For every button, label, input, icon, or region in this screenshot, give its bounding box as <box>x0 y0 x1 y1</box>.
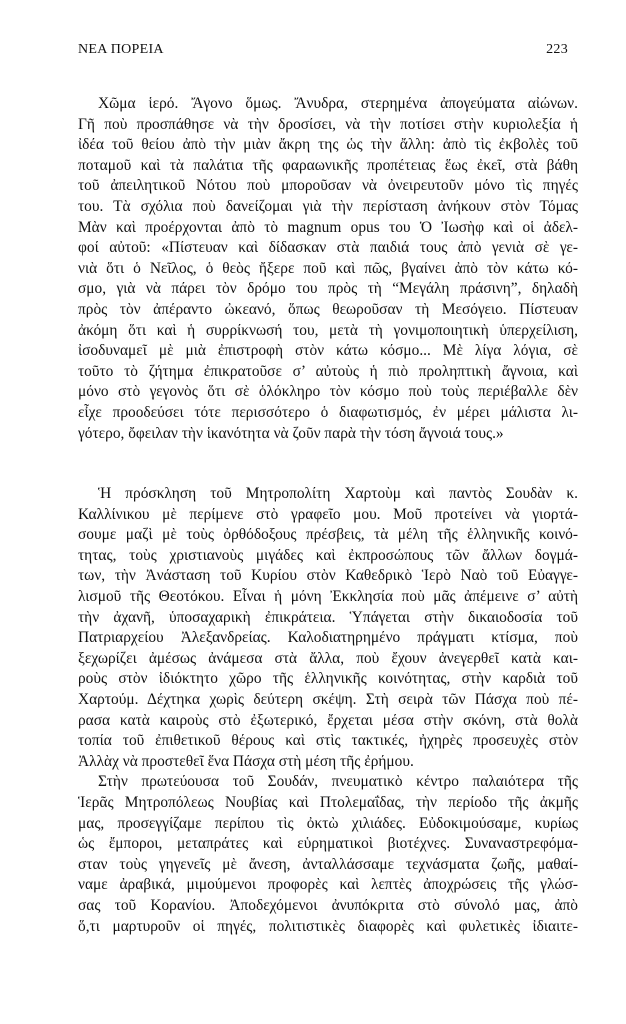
text-line: τοῦτο τὸ ζήτημα ἐπικρατοῦσε σ’ αὐτοὺς ἡ πιὸ προληπτικὴ ἄγνοια, καὶ <box>78 362 578 380</box>
text-line: τοῦ ἀπειλητικοῦ Νότου ποὺ μποροῦσαν νὰ ὀνειρευτοῦν μόνο τὶς πηγές <box>78 177 578 195</box>
section-gap <box>78 444 578 484</box>
paragraph-1 <box>78 94 578 444</box>
text-line: τητας, τοὺς χριστιανοὺς μιγάδες καὶ ἐκπροσώπους τῶν ἄλλων δογμά- <box>78 546 578 564</box>
text-line: ροὺς στὸν ἰδιόκτητο χῶρο τῆς ἑλληνικῆς κοινότητας, στὴν καρδιὰ τοῦ <box>78 670 578 688</box>
text-line: φοί αὐτοῦ: «Πίστευαν καὶ δίδασκαν στὰ παιδιά τους ἀπὸ γενιὰ σὲ γε- <box>78 239 578 257</box>
paragraph-2 <box>78 484 578 772</box>
text-line: λισμοῦ τῆς Θεοτόκου. Εἶναι ἡ μόνη Ἐκκλησία ποὺ μᾶς ἀπέμεινε σ’ αὐτὴ <box>78 588 578 606</box>
text-line: σμο, γιὰ νὰ πάρει τὸν δρόμο του πρὸς τὴ “Μεγάλη πράσινη”, δηλαδὴ <box>78 280 578 298</box>
text-line: ναμε ἀραβικά, μιμούμενοι προφορὲς καὶ λεπτὲς ἀποχρώσεις τῆς γλώσ- <box>78 876 578 894</box>
text-line: Χαρτούμ. Δέχτηκα χωρὶς δεύτερη σκέψη. Στὴ σειρὰ τῶν Πάσχα ποὺ πέ- <box>78 691 578 709</box>
running-header <box>78 42 568 64</box>
text-line: Ἱερᾶς Μητροπόλεως Νουβίας καὶ Πτολεμαΐδας, τὴν περίοδο τῆς ἀκμῆς <box>78 794 578 811</box>
text-line: τοπία τοῦ ἐπιθετικοῦ θέρους καὶ στὶς τακτικές, ἠχηρὲς προσευχὲς στὸν <box>78 732 578 750</box>
text-line: ποταμοῦ καὶ τὰ παλάτια τῆς φαραωνικῆς προπέτειας ἕως ἐκεῖ, στὰ βάθη <box>78 156 578 174</box>
text-line: σουμε μαζὶ μὲ τοὺς ὀρθόδοξους πρέσβεις, τὰ μέλη τῆς ἑλληνικῆς κοινό- <box>78 526 578 544</box>
paragraph-3 <box>78 772 578 937</box>
text-line: Καλλίνικου μὲ περίμενε στὸ γραφεῖο μου. Μοῦ προτείνει νὰ γιορτά- <box>78 505 578 523</box>
text-line: πρὸς τὸν ἀπέραντο ὠκεανό, ὅπως θεωροῦσαν τὴ Μεσόγειο. Πίστευαν <box>78 300 578 318</box>
text-line: μας, προσεγγίζαμε περίπου τὶς ὀκτὼ χιλιάδες. Εὐδοκιμούσαμε, κυρίως <box>78 814 578 832</box>
text-line: ἀκόμη ὅτι καὶ ἡ συρρίκνωσή του, μετὰ τὴ γονιμοποιητικὴ ὑπερχείλιση, <box>78 321 578 339</box>
body-text <box>78 94 578 937</box>
text-line: Μὰν καὶ προέρχονται ἀπὸ τὸ magnum opus του Ὁ Ἰωσὴφ καὶ οἱ ἀδελ- <box>78 218 578 236</box>
text-line: εἶχε προοδεύσει τότε περισσότερο ὁ διαφωτισμός, ἐν μέρει μάλιστα λι- <box>78 403 578 421</box>
page-number: 223 <box>546 42 568 57</box>
text-line: των, τὴν Ἀνάσταση τοῦ Κυρίου στὸν Καθεδρικὸ Ἱερὸ Ναὸ τοῦ Εὐαγγε- <box>78 567 578 585</box>
text-line: γότερο, ὄφειλαν τὴν ἱκανότητα νὰ ζοῦν παρὰ τὴν τόση ἄγνοιά τους.» <box>78 424 504 442</box>
text-line: ἰσοδυναμεῖ μὲ μιὰ ἐπιστροφὴ στὸν κάτω κόσμο... Μὲ λίγα λόγια, σὲ <box>78 342 578 360</box>
text-line: μόνο στὸ γεγονὸς ὅτι σὲ ὁλόκληρο τὸν κόσμο ποὺ τοὺς περιέβαλλε δὲν <box>78 383 578 401</box>
text-line: τὴν ἀχανῆ, ὑποσαχαρικὴ ἐπικράτεια. Ὑπάγεται στὴν δικαιοδοσία τοῦ <box>78 608 578 626</box>
text-line: ὡς ἔμποροι, μεταπράτες καὶ εὑρηματικοὶ βιοτέχνες. Συναναστρεφόμα- <box>78 835 578 853</box>
text-line: του. Τὰ σχόλια ποὺ δανείζομαι γιὰ τὴν περίσταση ἀνήκουν στὸν Τόμας <box>78 197 578 215</box>
text-line: Γῆ ποὺ προσπάθησε νὰ τὴν δροσίσει, νὰ τὴν ποτίσει στὴν κυριολεξία ἡ <box>78 115 578 133</box>
text-line: ἰδέα τοῦ θείου ἀπὸ τὴν μιὰν ἄκρη της ὡς τὴν ἄλλη: ἀπὸ τὶς ἐκβολὲς τοῦ <box>78 136 578 154</box>
text-line: Ἡ πρόσκληση τοῦ Μητροπολίτη Χαρτοὺμ καὶ παντὸς Σουδὰν κ. <box>98 485 578 503</box>
text-line: σας τοῦ Κορανίου. Ἀποδεχόμενοι ἀνυπόκριτα στὸ σύνολό μας, ἀπὸ <box>78 896 578 914</box>
text-line: Πατριαρχείου Ἀλεξανδρείας. Καλοδιατηρημένο πράγματι κτίσμα, ποὺ <box>78 629 578 647</box>
text-line: ὅ,τι μαρτυροῦν οἱ πηγές, πολιτιστικὲς διαφορὲς καὶ φυλετικὲς ἰδιαιτε- <box>78 917 578 935</box>
text-line: νιὰ ὅτι ὁ Νεῖλος, ὁ θεὸς ἤξερε ποῦ καὶ πῶς, βγαίνει ἀπὸ τὸν κάτω κό- <box>78 259 578 277</box>
running-title: ΝΕΑ ΠΟΡΕΙΑ <box>78 42 164 57</box>
text-line: Χῶμα ἱερό. Ἄγονο ὅμως. Ἄνυδρα, στερημένα ἀπογεύματα αἰώνων. <box>98 95 578 112</box>
text-line: ρασα κατὰ καιροὺς στὸ ἐξωτερικό, ἔρχεται μέσα στὴν σκόνη, στὰ θολὰ <box>78 711 578 729</box>
text-line: ξεχωρίζει ἀμέσως ἀνάμεσα στὰ ἄλλα, ποὺ ἔχουν ἀνεγερθεῖ κατὰ και- <box>78 649 578 667</box>
text-line: σταν τοὺς γηγενεῖς μὲ ἄνεση, ἀνταλλάσσαμε τεχνάσματα ζωῆς, μαθαί- <box>78 855 578 873</box>
text-line: Στὴν πρωτεύουσα τοῦ Σουδάν, πνευματικὸ κέντρο παλαιότερα τῆς <box>98 773 578 791</box>
text-line: Ἀλλὰχ νὰ προστεθεῖ ἕνα Πάσχα στὴ μέση τῆς ἐρήμου. <box>78 752 414 770</box>
